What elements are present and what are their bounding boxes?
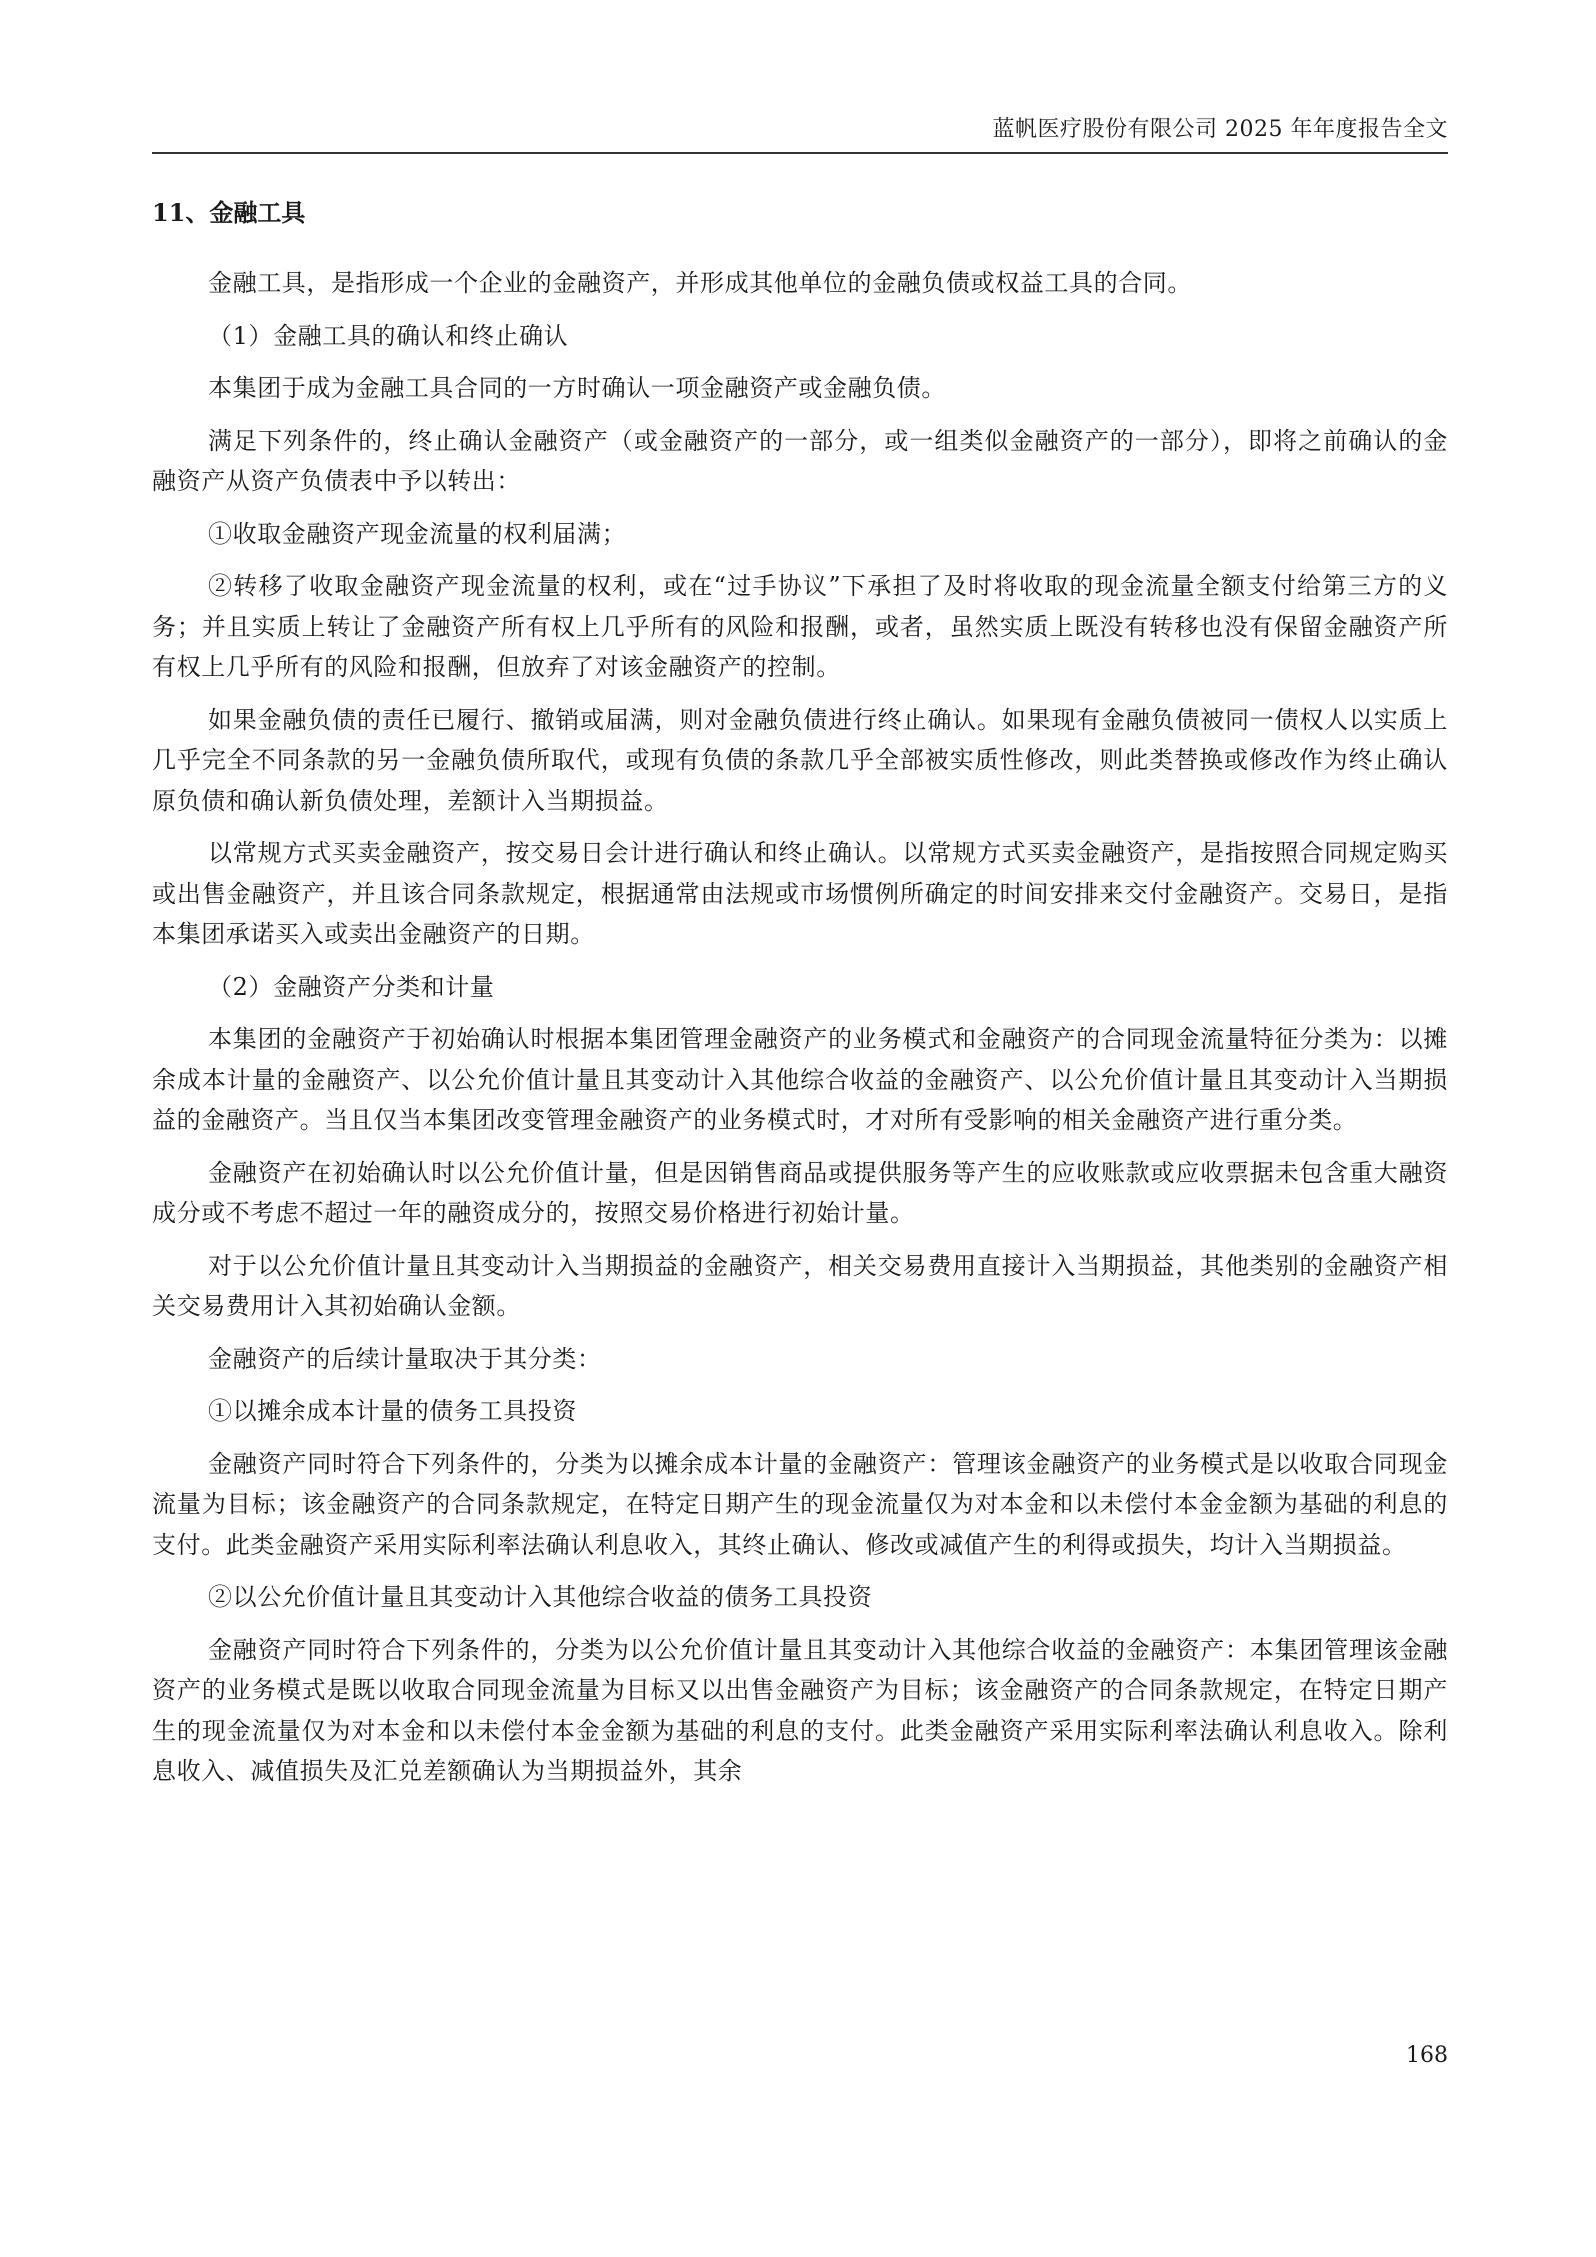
paragraph: 金融资产同时符合下列条件的，分类为以摊余成本计量的金融资产：管理该金融资产的业务模式是以收取合同现金流量为目标；该金融资产的合同条款规定，在特定日期产生的现金流量仅为对本金和以未偿付本金金额为基础的利息的支付。此类金融资产采用实际利率法确认利息收入，其终止确认、修改或减值产生的利得或损失，均计入当期损益。 (152, 1449, 1448, 1559)
paragraph: 本集团于成为金融工具合同的一方时确认一项金融资产或金融负债。 (208, 374, 946, 402)
list-item: ②转移了收取金融资产现金流量的权利，或在“过手协议”下承担了及时将收取的现金流量全额支付给第三方的义务；并且实质上转让了金融资产所有权上几乎所有的风险和报酬，或者，虽然实质上既没有转移也没有保留金融资产所有权上几乎所有的风险和报酬，但放弃了对该金融资产的控制。 (152, 572, 1448, 681)
paragraph: 以常规方式买卖金融资产，按交易日会计进行确认和终止确认。以常规方式买卖金融资产，是指按照合同规定购买或出售金融资产，并且该合同条款规定，根据通常由法规或市场惯例所确定的时间安排来交付金融资产。交易日，是指本集团承诺买入或卖出金融资产的日期。 (152, 839, 1448, 948)
page-header (152, 108, 1448, 154)
list-item: ②以公允价值计量且其变动计入其他综合收益的债务工具投资 (208, 1583, 873, 1611)
paragraph: 金融资产的后续计量取决于其分类： (208, 1344, 602, 1373)
header-title: 蓝帆医疗股份有限公司 2025 年年度报告全文 (992, 117, 1448, 142)
paragraph: 金融工具，是指形成一个企业的金融资产，并形成其他单位的金融负债或权益工具的合同。 (208, 269, 1192, 297)
paragraph: 金融资产在初始确认时以公允价值计量，但是因销售商品或提供服务等产生的应收账款或应收票据未包含重大融资成分或不考虑不超过一年的融资成分的，按照交易价格进行初始计量。 (152, 1158, 1448, 1227)
list-item: ①收取金融资产现金流量的权利届满； (208, 519, 627, 548)
document-body (152, 193, 1448, 1804)
paragraph: 金融资产同时符合下列条件的，分类为以公允价值计量且其变动计入其他综合收益的金融资产：本集团管理该金融资产的业务模式是既以收取合同现金流量为目标又以出售金融资产为目标；该金融资产的合同条款规定，在特定日期产生的现金流量仅为对本金和以未偿付本金金额为基础的利息的支付。此类金融资产采用实际利率法确认利息收入。除利息收入、减值损失及汇兑差额确认为当期损益外，其余 (152, 1635, 1448, 1785)
section-title: 11、金融工具 (152, 198, 306, 227)
list-item: ①以摊余成本计量的债务工具投资 (208, 1397, 577, 1425)
paragraph: 本集团的金融资产于初始确认时根据本集团管理金融资产的业务模式和金融资产的合同现金流量特征分类为：以摊余成本计量的金融资产、以公允价值计量且其变动计入其他综合收益的金融资产、以公允价值计量且其变动计入当期损益的金融资产。当且仅当本集团改变管理金融资产的业务模式时，才对所有受影响的相关金融资产进行重分类。 (152, 1025, 1448, 1134)
subheading: （2）金融资产分类和计量 (208, 972, 495, 1001)
paragraph: 如果金融负债的责任已履行、撤销或届满，则对金融负债进行终止确认。如果现有金融负债被同一债权人以实质上几乎完全不同条款的另一金融负债所取代，或现有负债的条款几乎全部被实质性修改，则此类替换或修改作为终止确认原负债和确认新负债处理，差额计入当期损益。 (152, 705, 1448, 815)
subheading: （1）金融工具的确认和终止确认 (208, 321, 569, 350)
paragraph: 对于以公允价值计量且其变动计入当期损益的金融资产，相关交易费用直接计入当期损益，其他类别的金融资产相关交易费用计入其初始确认金额。 (152, 1251, 1448, 1320)
page-number: 168 (1406, 2043, 1448, 2068)
paragraph: 满足下列条件的，终止确认金融资产（或金融资产的一部分，或一组类似金融资产的一部分），即将之前确认的金融资产从资产负债表中予以转出： (152, 426, 1448, 495)
